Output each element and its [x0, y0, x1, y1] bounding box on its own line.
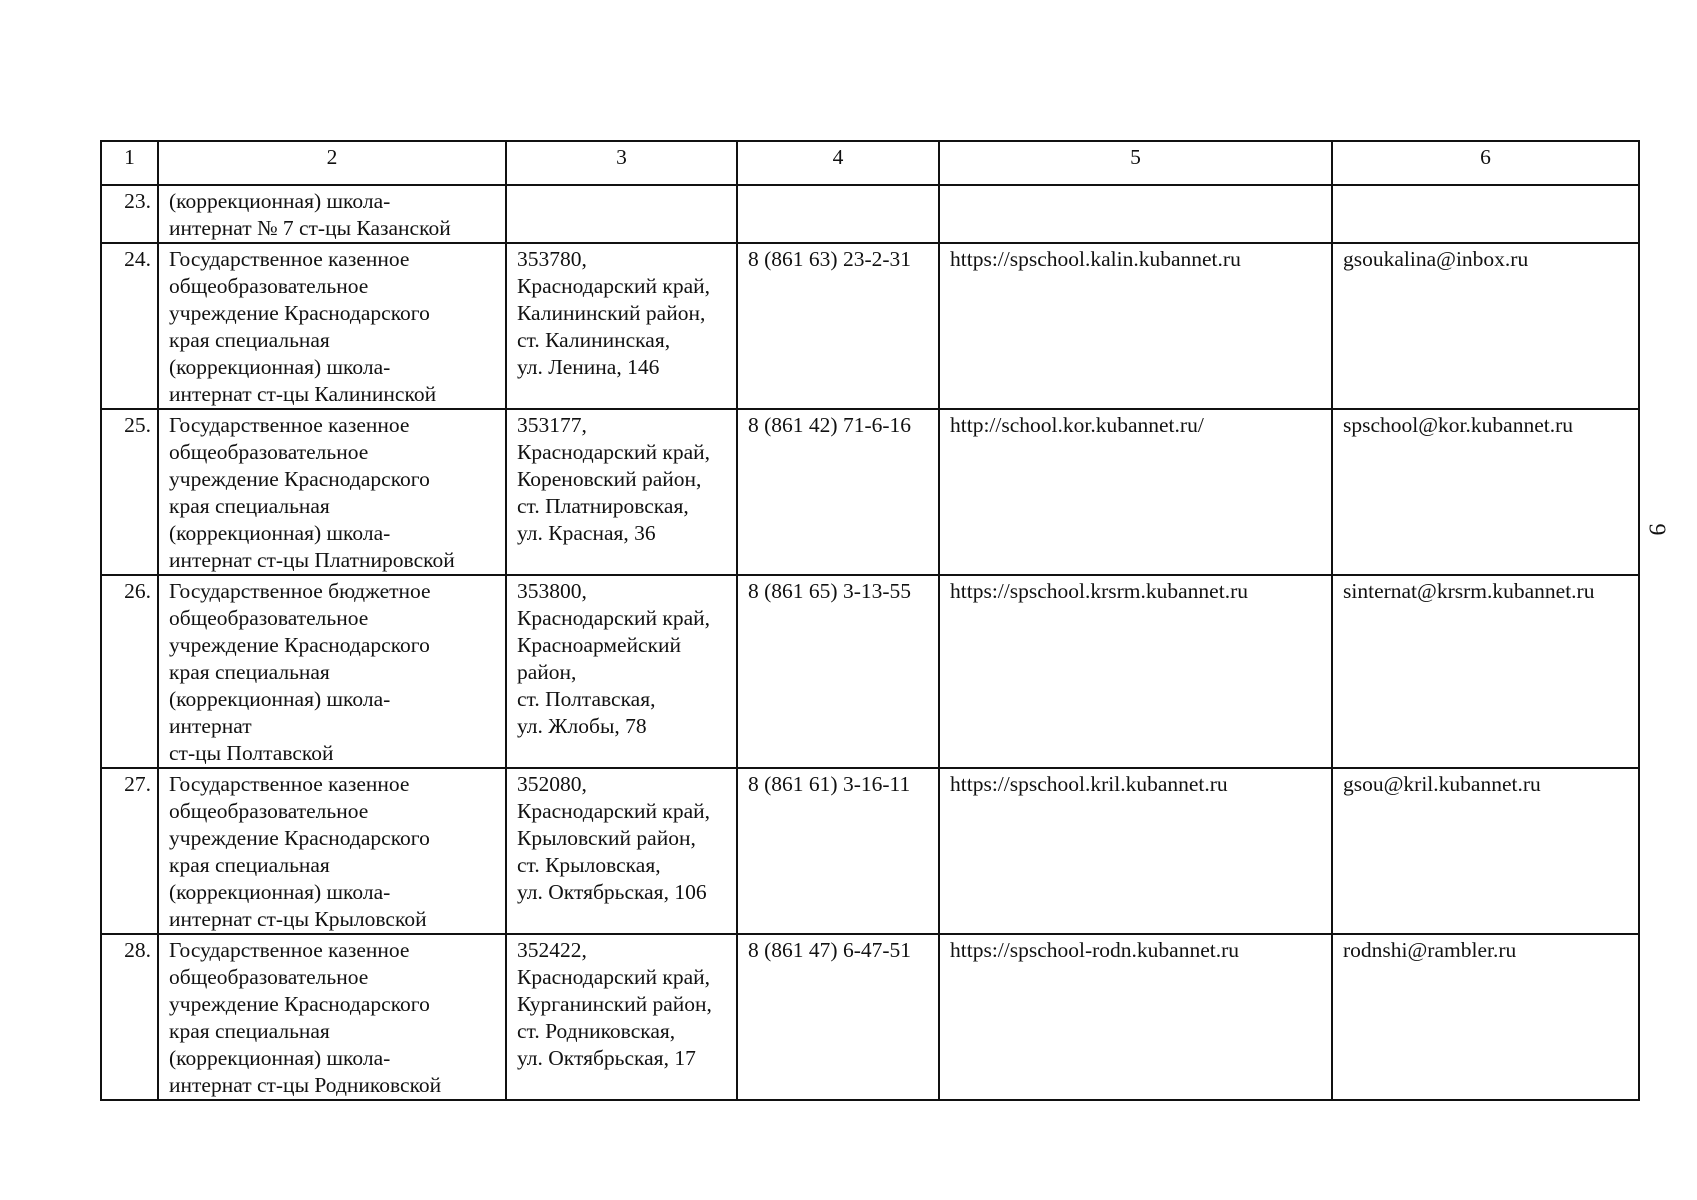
column-header-email: 6: [1332, 141, 1639, 185]
table-row: [101, 185, 1639, 243]
school-address: [506, 185, 737, 243]
school-email: rodnshi@rambler.ru: [1332, 934, 1639, 1100]
row-number: 27.: [101, 768, 158, 934]
school-phone: [737, 185, 939, 243]
school-name: Государственное казенное общеобразовательное учреждение Краснодарского края специальная (коррекционная) школа- интернат ст-цы Платнировской: [158, 409, 506, 575]
school-website: http://school.kor.kubannet.ru/: [939, 409, 1332, 575]
school-phone: 8 (861 47) 6-47-51: [737, 934, 939, 1100]
school-name: Государственное бюджетное общеобразовательное учреждение Краснодарского края специальная (коррекционная) школа- интернат ст-цы Полтавской: [158, 575, 506, 768]
row-number: 25.: [101, 409, 158, 575]
school-name: Государственное казенное общеобразовательное учреждение Краснодарского края специальная (коррекционная) школа- интернат ст-цы Родниковской: [158, 934, 506, 1100]
school-name: Государственное казенное общеобразовательное учреждение Краснодарского края специальная (коррекционная) школа- интернат ст-цы Калининской: [158, 243, 506, 409]
school-address: 353177, Краснодарский край, Кореновский район, ст. Платнировская, ул. Красная, 36: [506, 409, 737, 575]
school-email: spschool@kor.kubannet.ru: [1332, 409, 1639, 575]
row-number: 23.: [101, 185, 158, 243]
table-row: [101, 768, 1639, 934]
school-phone: 8 (861 65) 3-13-55: [737, 575, 939, 768]
school-phone: 8 (861 61) 3-16-11: [737, 768, 939, 934]
school-website: https://spschool-rodn.kubannet.ru: [939, 934, 1332, 1100]
school-email: sinternat@krsrm.kubannet.ru: [1332, 575, 1639, 768]
school-name: (коррекционная) школа- интернат № 7 ст-цы Казанской: [158, 185, 506, 243]
row-number: 24.: [101, 243, 158, 409]
school-email: [1332, 185, 1639, 243]
table-row: [101, 243, 1639, 409]
school-website: https://spschool.kalin.kubannet.ru: [939, 243, 1332, 409]
school-email: gsou@kril.kubannet.ru: [1332, 768, 1639, 934]
table-row: [101, 575, 1639, 768]
school-name: Государственное казенное общеобразовательное учреждение Краснодарского края специальная (коррекционная) школа- интернат ст-цы Крыловской: [158, 768, 506, 934]
school-website: https://spschool.kril.kubannet.ru: [939, 768, 1332, 934]
header-row: [101, 141, 1639, 185]
row-number: 28.: [101, 934, 158, 1100]
school-address: 352080, Краснодарский край, Крыловский район, ст. Крыловская, ул. Октябрьская, 106: [506, 768, 737, 934]
table-row: [101, 409, 1639, 575]
column-header-number: 1: [101, 141, 158, 185]
column-header-name: 2: [158, 141, 506, 185]
schools-table: [100, 140, 1640, 1101]
page-number: 9: [1643, 523, 1670, 536]
column-header-address: 3: [506, 141, 737, 185]
row-number: 26.: [101, 575, 158, 768]
school-website: [939, 185, 1332, 243]
school-address: 353780, Краснодарский край, Калининский район, ст. Калининская, ул. Ленина, 146: [506, 243, 737, 409]
school-phone: 8 (861 42) 71-6-16: [737, 409, 939, 575]
column-header-phone: 4: [737, 141, 939, 185]
school-address: 352422, Краснодарский край, Курганинский район, ст. Родниковская, ул. Октябрьская, 17: [506, 934, 737, 1100]
school-address: 353800, Краснодарский край, Красноармейский район, ст. Полтавская, ул. Жлобы, 78: [506, 575, 737, 768]
school-phone: 8 (861 63) 23-2-31: [737, 243, 939, 409]
school-website: https://spschool.krsrm.kubannet.ru: [939, 575, 1332, 768]
table-row: [101, 934, 1639, 1100]
column-header-website: 5: [939, 141, 1332, 185]
school-email: gsoukalina@inbox.ru: [1332, 243, 1639, 409]
